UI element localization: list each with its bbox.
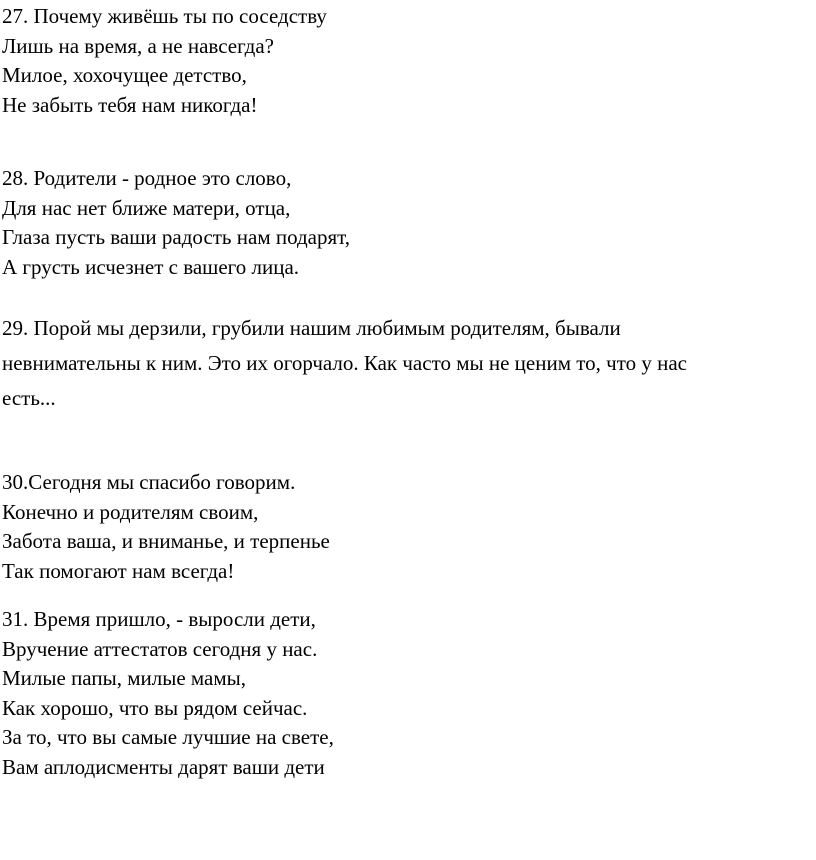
stanza-line: Вручение аттестатов сегодня у нас. (2, 636, 318, 661)
stanza-30 (2, 468, 812, 586)
stanza-line: За то, что вы самые лучшие на свете, (2, 725, 334, 749)
stanza-line: 27. Почему живёшь ты по соседству (2, 4, 327, 28)
stanza-line: Не забыть тебя нам никогда! (2, 92, 258, 117)
stanza-line: Глаза пусть ваши радость нам подарят, (2, 225, 351, 249)
stanza-line: 31. Время пришло, - выросли дети, (2, 607, 316, 631)
stanza-line: Конечно и родителям своим, (2, 499, 259, 524)
stanza-line: А грусть исчезнет с вашего лица. (2, 254, 300, 279)
stanza-27 (2, 2, 812, 120)
stanza-31 (2, 605, 812, 782)
stanza-line: Лишь на время, а не навсегда? (2, 33, 274, 58)
stanza-line: 30.Сегодня мы спасибо говорим. (2, 470, 296, 494)
stanza-line: Милое, хохочущее детство, (2, 63, 247, 87)
stanza-line: Для нас нет ближе матери, отца, (2, 195, 291, 220)
paragraph-line: невнимательны к ним. Это их огорчало. Как часто мы не ценим то, что у нас (2, 351, 687, 375)
paragraph-29 (2, 311, 812, 416)
stanza-28 (2, 164, 812, 282)
paragraph-line: 29. Порой мы дерзили, грубили нашим любимым родителям, бывали (2, 316, 621, 340)
stanza-line: Вам аплодисменты дарят ваши дети (2, 754, 325, 779)
stanza-line: Забота ваша, и вниманье, и терпенье (2, 529, 330, 553)
stanza-line: Как хорошо, что вы рядом сейчас. (2, 695, 308, 720)
stanza-line: Так помогают нам всегда! (2, 558, 235, 583)
stanza-line: Милые папы, милые мамы, (2, 666, 247, 690)
paragraph-line: есть... (2, 386, 56, 410)
stanza-line: 28. Родители - родное это слово, (2, 166, 292, 190)
